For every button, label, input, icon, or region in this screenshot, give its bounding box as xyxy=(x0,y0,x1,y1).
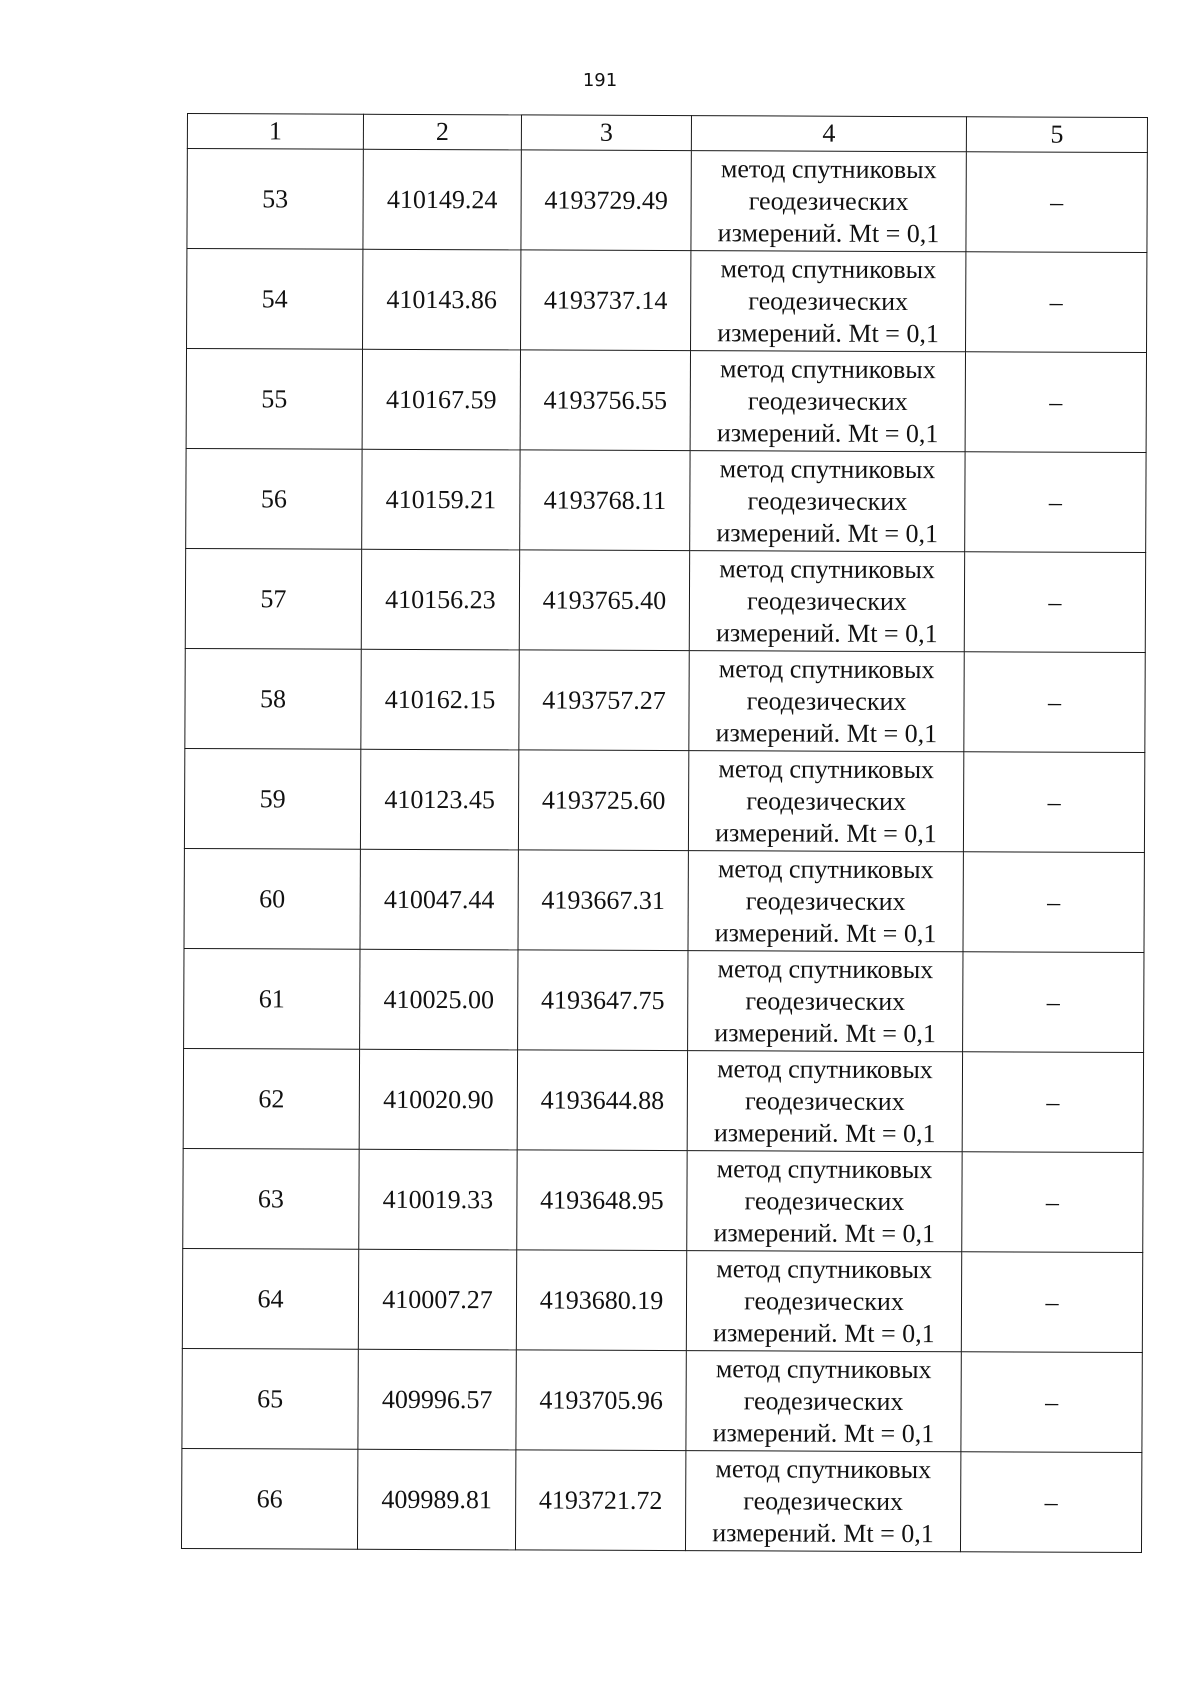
method-line: метод спутниковых xyxy=(718,653,935,684)
point-number-cell: 62 xyxy=(183,1048,359,1149)
x-coordinate-cell: 409989.81 xyxy=(357,1449,515,1550)
method-cell xyxy=(687,1051,962,1152)
method-line: геодезических xyxy=(746,785,907,816)
table-row xyxy=(182,1248,1142,1352)
table-row xyxy=(185,648,1145,752)
note-cell: – xyxy=(963,952,1144,1053)
y-coordinate-cell: 4193644.88 xyxy=(517,1050,687,1151)
x-coordinate-cell: 409996.57 xyxy=(358,1349,516,1450)
method-line: геодезических xyxy=(745,985,906,1016)
y-coordinate-cell: 4193725.60 xyxy=(518,750,688,851)
point-number-cell: 63 xyxy=(183,1148,359,1249)
note-cell: – xyxy=(961,1252,1142,1353)
method-line: геодезических xyxy=(744,1085,905,1116)
method-cell xyxy=(688,751,963,852)
note-cell: – xyxy=(962,1152,1143,1253)
x-coordinate-cell: 410025.00 xyxy=(360,949,518,1050)
method-cell xyxy=(691,151,966,252)
x-coordinate-cell: 410019.33 xyxy=(359,1149,517,1250)
point-number-cell: 66 xyxy=(181,1448,357,1549)
method-line: метод спутниковых xyxy=(716,1253,933,1284)
x-coordinate-cell: 410167.59 xyxy=(362,349,520,450)
coordinates-table xyxy=(181,113,1148,1553)
method-line: метод спутниковых xyxy=(716,1153,933,1184)
y-coordinate-cell: 4193768.11 xyxy=(520,450,690,551)
method-line: измерений. Mt = 0,1 xyxy=(717,317,939,348)
method-line: метод спутниковых xyxy=(719,553,936,584)
method-cell xyxy=(688,951,963,1052)
y-coordinate-cell: 4193765.40 xyxy=(519,550,689,651)
method-line: измерений. Mt = 0,1 xyxy=(714,1017,937,1048)
y-coordinate-cell: 4193667.31 xyxy=(518,850,688,951)
column-header-2: 2 xyxy=(363,114,521,150)
method-line: геодезических xyxy=(746,685,907,716)
table-row xyxy=(183,1148,1143,1252)
method-line: измерений. Mt = 0,1 xyxy=(716,417,939,448)
note-cell: – xyxy=(965,352,1146,453)
y-coordinate-cell: 4193647.75 xyxy=(518,950,688,1051)
y-coordinate-cell: 4193737.14 xyxy=(521,250,691,351)
table-row xyxy=(187,149,1147,253)
x-coordinate-cell: 410047.44 xyxy=(360,849,518,950)
method-line: геодезических xyxy=(748,285,909,316)
x-coordinate-cell: 410149.24 xyxy=(363,149,521,250)
point-number-cell: 56 xyxy=(186,448,362,549)
table-header-row xyxy=(187,114,1147,153)
method-line: измерений. Mt = 0,1 xyxy=(713,1217,936,1248)
method-cell xyxy=(689,551,964,652)
method-cell xyxy=(691,251,966,352)
y-coordinate-cell: 4193757.27 xyxy=(519,650,689,751)
column-header-5: 5 xyxy=(966,117,1147,153)
point-number-cell: 53 xyxy=(187,149,363,250)
y-coordinate-cell: 4193705.96 xyxy=(516,1350,686,1451)
method-line: измерений. Mt = 0,1 xyxy=(712,1417,935,1448)
x-coordinate-cell: 410020.90 xyxy=(359,1049,517,1150)
column-header-4: 4 xyxy=(691,116,966,152)
x-coordinate-cell: 410159.21 xyxy=(362,449,520,550)
method-line: измерений. Mt = 0,1 xyxy=(717,217,940,248)
method-line: метод спутниковых xyxy=(718,753,935,784)
table-row xyxy=(182,1348,1142,1452)
table-row xyxy=(184,848,1144,952)
method-cell xyxy=(687,1151,962,1252)
note-cell: – xyxy=(965,452,1146,553)
table-body xyxy=(181,149,1147,1553)
point-number-cell: 58 xyxy=(185,648,361,749)
note-cell: – xyxy=(960,1452,1141,1553)
point-number-cell: 61 xyxy=(184,948,360,1049)
y-coordinate-cell: 4193721.72 xyxy=(515,1450,685,1551)
method-line: измерений. Mt = 0,1 xyxy=(715,617,938,648)
method-line: метод спутниковых xyxy=(720,253,937,284)
method-line: геодезических xyxy=(744,1185,905,1216)
method-cell xyxy=(686,1251,961,1352)
method-line: измерений. Mt = 0,1 xyxy=(712,1517,934,1548)
note-cell: – xyxy=(963,852,1144,953)
note-cell: – xyxy=(961,1352,1142,1453)
method-line: метод спутниковых xyxy=(720,153,937,184)
point-number-cell: 59 xyxy=(184,748,360,849)
table-row xyxy=(181,1448,1141,1552)
method-cell xyxy=(689,651,964,752)
method-line: геодезических xyxy=(748,185,909,216)
method-line: геодезических xyxy=(747,585,907,616)
note-cell: – xyxy=(964,652,1145,753)
method-cell xyxy=(690,351,965,452)
method-line: геодезических xyxy=(747,385,908,416)
point-number-cell: 55 xyxy=(186,349,362,450)
y-coordinate-cell: 4193756.55 xyxy=(520,350,690,451)
page-number: 191 xyxy=(582,70,618,91)
method-line: измерений. Mt = 0,1 xyxy=(714,917,937,948)
note-cell: – xyxy=(966,252,1147,353)
column-header-3: 3 xyxy=(521,115,691,151)
note-cell: – xyxy=(966,152,1147,253)
method-line: метод спутниковых xyxy=(715,1453,932,1484)
point-number-cell: 60 xyxy=(184,848,360,949)
method-line: геодезических xyxy=(745,885,906,916)
method-line: метод спутниковых xyxy=(717,1053,933,1084)
method-cell xyxy=(686,1351,961,1452)
method-cell xyxy=(688,851,963,952)
table-row xyxy=(186,349,1146,453)
note-cell: – xyxy=(962,1052,1143,1153)
point-number-cell: 54 xyxy=(187,249,363,350)
table-row xyxy=(184,748,1144,852)
method-line: метод спутниковых xyxy=(717,953,934,984)
y-coordinate-cell: 4193680.19 xyxy=(516,1250,686,1351)
x-coordinate-cell: 410162.15 xyxy=(361,649,519,750)
method-line: измерений. Mt = 0,1 xyxy=(716,517,939,548)
note-cell: – xyxy=(964,552,1145,653)
y-coordinate-cell: 4193648.95 xyxy=(517,1150,687,1251)
method-cell xyxy=(690,451,965,552)
method-line: геодезических xyxy=(743,1385,904,1416)
method-line: метод спутниковых xyxy=(715,1353,932,1384)
table-row xyxy=(183,1048,1143,1152)
method-line: метод спутниковых xyxy=(717,853,934,884)
point-number-cell: 65 xyxy=(182,1348,358,1449)
x-coordinate-cell: 410156.23 xyxy=(361,549,519,650)
x-coordinate-cell: 410143.86 xyxy=(363,249,521,350)
point-number-cell: 64 xyxy=(182,1248,358,1349)
column-header-1: 1 xyxy=(187,114,363,150)
method-cell xyxy=(685,1451,960,1552)
table-row xyxy=(186,448,1146,552)
method-line: геодезических xyxy=(744,1285,904,1316)
x-coordinate-cell: 410007.27 xyxy=(358,1249,516,1350)
method-line: измерений. Mt = 0,1 xyxy=(715,817,937,848)
method-line: геодезических xyxy=(743,1485,904,1516)
method-line: геодезических xyxy=(747,485,908,516)
table-row xyxy=(187,249,1147,353)
method-line: измерений. Mt = 0,1 xyxy=(713,1117,936,1148)
method-line: измерений. Mt = 0,1 xyxy=(713,1317,935,1348)
method-line: измерений. Mt = 0,1 xyxy=(715,717,938,748)
method-line: метод спутниковых xyxy=(720,353,936,384)
note-cell: – xyxy=(963,752,1144,853)
x-coordinate-cell: 410123.45 xyxy=(360,749,518,850)
y-coordinate-cell: 4193729.49 xyxy=(521,150,691,251)
table-row xyxy=(184,948,1144,1052)
table-row xyxy=(185,548,1145,652)
method-line: метод спутниковых xyxy=(719,453,936,484)
point-number-cell: 57 xyxy=(185,548,361,649)
